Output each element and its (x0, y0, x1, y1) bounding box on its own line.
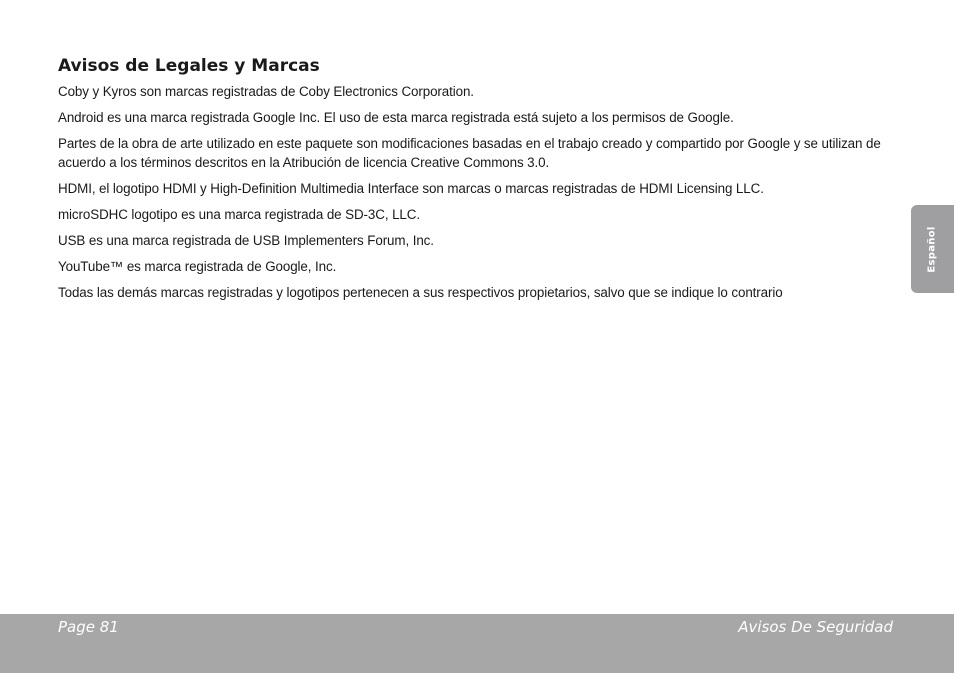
language-tab[interactable] (911, 205, 954, 293)
paragraph-coby: Coby y Kyros son marcas registradas de Coby Electronics Corporation. (58, 84, 474, 99)
section-name: Avisos De Seguridad (738, 618, 893, 636)
paragraph-usb: USB es una marca registrada de USB Implementers Forum, Inc. (58, 233, 434, 248)
paragraph-hdmi: HDMI, el logotipo HDMI y High-Definition Multimedia Interface son marcas o marcas registradas de HDMI Licensing LLC. (58, 181, 764, 196)
document-body (58, 56, 898, 309)
page-footer (0, 614, 954, 673)
paragraph-artwork: Partes de la obra de arte utilizado en este paquete son modificaciones basadas en el trabajo creado y compartido por Google y se utilizan de acuerdo a los términos descritos en la Atribución de licencia Creative Commons 3.0. (58, 136, 881, 170)
page-title: Avisos de Legales y Marcas (58, 56, 320, 76)
page-number: Page 81 (58, 618, 119, 636)
paragraph-youtube: YouTube™ es marca registrada de Google, Inc. (58, 259, 337, 274)
paragraph-android: Android es una marca registrada Google Inc. El uso de esta marca registrada está sujeto a los permisos de Google. (58, 110, 734, 125)
paragraph-others: Todas las demás marcas registradas y logotipos pertenecen a sus respectivos propietarios, salvo que se indique lo contrario (58, 285, 783, 300)
language-tab-label: Español (927, 225, 938, 273)
paragraph-microsdhc: microSDHC logotipo es una marca registrada de SD-3C, LLC. (58, 207, 420, 222)
